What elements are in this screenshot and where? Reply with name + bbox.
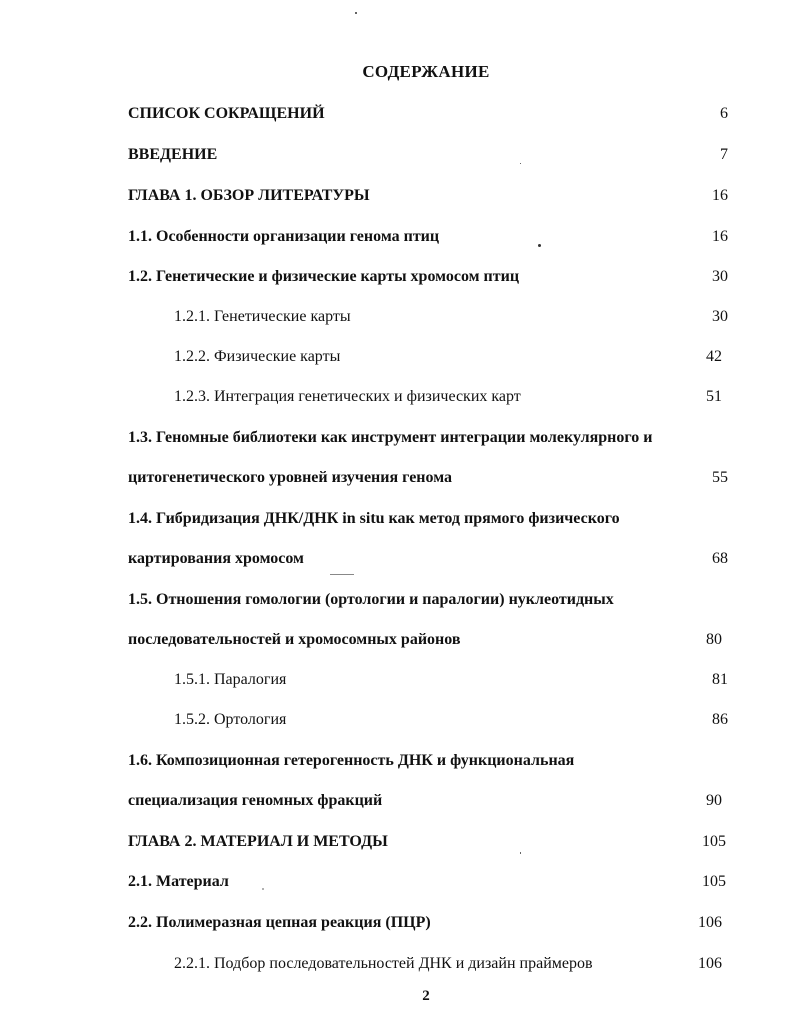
toc-entry	[128, 750, 728, 772]
toc-entry-label: картирования хромосом	[128, 550, 304, 567]
scan-speck	[538, 244, 541, 247]
toc-entry	[128, 103, 728, 125]
toc-entry-label: 1.2.2. Физические карты	[174, 348, 341, 365]
toc-subentry	[174, 386, 728, 408]
toc-entry	[128, 831, 728, 853]
scan-speck	[262, 888, 264, 890]
toc-entry-label: 1.2. Генетические и физические карты хромосом птиц	[128, 268, 520, 285]
toc-entry	[128, 467, 728, 489]
toc-entry	[128, 629, 728, 651]
toc-entry	[128, 508, 728, 530]
toc-entry	[128, 427, 728, 449]
toc-entry-label: 2.1. Материал	[128, 873, 229, 890]
scan-speck	[355, 12, 357, 14]
scan-speck	[520, 163, 521, 164]
toc-entry-page: 55	[712, 469, 728, 486]
toc-entry-label: 1.2.1. Генетические карты	[174, 308, 351, 325]
toc-entry-page: 106	[698, 955, 722, 972]
toc-entry-label: ВВЕДЕНИЕ	[128, 146, 218, 163]
toc-entry-page: 30	[712, 308, 728, 325]
toc-subentry	[174, 709, 728, 731]
toc-entry-page: 68	[712, 550, 728, 567]
toc-entry	[128, 144, 728, 166]
toc-entry-page: 42	[706, 348, 722, 365]
toc-entry-label: СПИСОК СОКРАЩЕНИЙ	[128, 105, 325, 122]
toc-entry-label: последовательностей и хромосомных районов	[128, 631, 461, 648]
toc-entry-label: 2.2. Полимеразная цепная реакция (ПЦР)	[128, 914, 431, 931]
toc-entry-page: 16	[712, 228, 728, 245]
toc-entry-page: 6	[720, 105, 728, 122]
toc-entry-label: 1.5.2. Ортология	[174, 711, 287, 728]
scan-speck	[520, 852, 521, 854]
toc-entry-label: ГЛАВА 1. ОБЗОР ЛИТЕРАТУРЫ	[128, 187, 370, 204]
toc-entry-label: специализация геномных фракций	[128, 792, 383, 809]
toc-entry	[128, 548, 728, 570]
page-title: СОДЕРЖАНИЕ	[362, 62, 490, 81]
scan-speck	[330, 574, 354, 575]
toc-entry-label: 1.2.3. Интеграция генетических и физических карт	[174, 388, 521, 405]
toc-entry-page: 86	[712, 711, 728, 728]
toc-entry-label: 2.2.1. Подбор последовательностей ДНК и дизайн праймеров	[174, 955, 593, 972]
toc-entry	[128, 790, 728, 812]
toc-entry-page: 105	[702, 833, 726, 850]
toc-entry-page: 30	[712, 268, 728, 285]
toc-entry-page: 16	[712, 187, 728, 204]
toc-subentry	[174, 953, 728, 975]
toc-entry-label: 1.5.1. Паралогия	[174, 671, 287, 688]
toc-entry-page: 105	[702, 873, 726, 890]
toc-entry	[128, 589, 728, 611]
toc-entry	[128, 226, 728, 248]
toc-entry	[128, 912, 728, 934]
toc-entry-page: 51	[706, 388, 722, 405]
toc-entry	[128, 871, 728, 893]
page-number: 2	[422, 988, 430, 1004]
toc-subentry	[174, 306, 728, 328]
toc-entry-page: 7	[720, 146, 728, 163]
toc-entry	[128, 266, 728, 288]
toc-subentry	[174, 669, 728, 691]
toc-entry-page: 90	[706, 792, 722, 809]
toc-entry-page: 80	[706, 631, 722, 648]
toc-entry-label: 1.3. Геномные библиотеки как инструмент интеграции молекулярного и	[128, 429, 653, 446]
toc-entry-page: 106	[698, 914, 722, 931]
toc-entry-label: 1.1. Особенности организации генома птиц	[128, 228, 440, 245]
toc-entry-page: 81	[712, 671, 728, 688]
toc-entry-label: 1.5. Отношения гомологии (ортологии и паралогии) нуклеотидных	[128, 591, 614, 608]
toc-subentry	[174, 346, 728, 368]
toc-entry	[128, 185, 728, 207]
toc-entry-label: 1.4. Гибридизация ДНК/ДНК in situ как метод прямого физического	[128, 510, 620, 527]
toc-entry-label: ГЛАВА 2. МАТЕРИАЛ И МЕТОДЫ	[128, 833, 388, 850]
toc-entry-label: 1.6. Композиционная гетерогенность ДНК и функциональная	[128, 752, 575, 769]
toc-entry-label: цитогенетического уровней изучения генома	[128, 469, 453, 486]
